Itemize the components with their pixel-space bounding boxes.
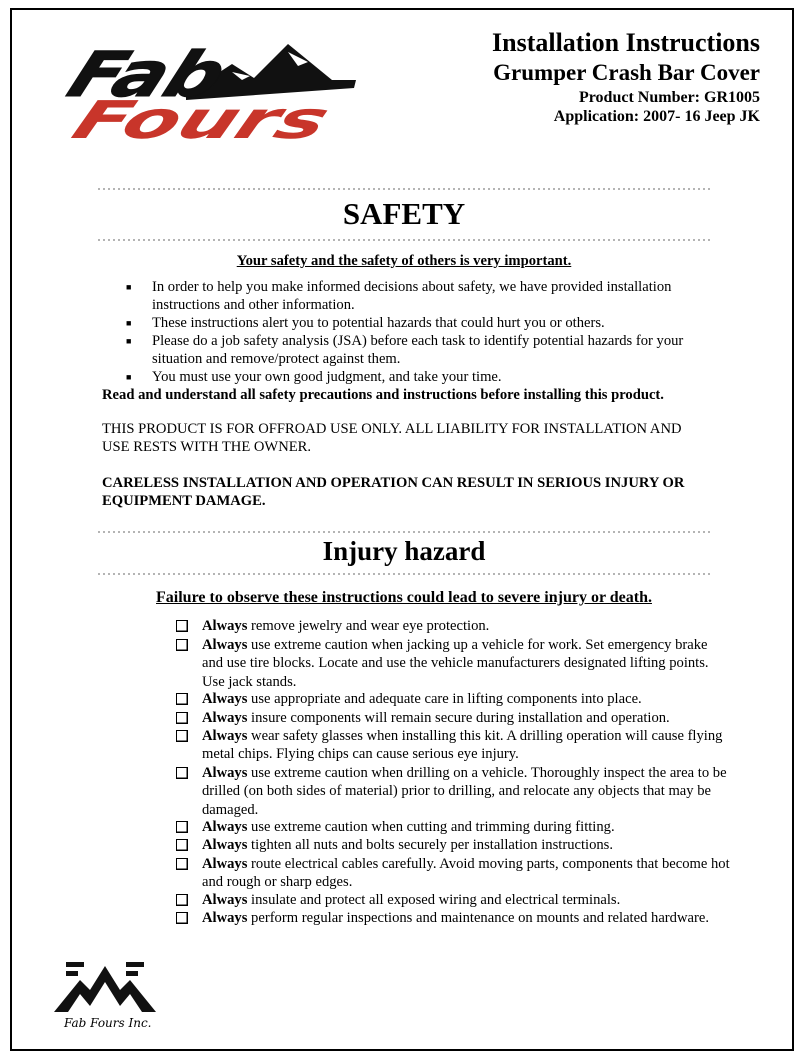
list-item: Always insulate and protect all exposed wiring and electrical terminals. — [176, 891, 736, 909]
bullet-square-icon: ■ — [126, 336, 132, 346]
list-item: Always use extreme caution when jacking up a vehicle for work. Set emergency brake and use tire blocks. Locate and use the vehicle manufacturers designated lifting points. Use jack stands. — [176, 636, 736, 692]
checkbox-icon — [176, 821, 188, 833]
bullet-square-icon: ■ — [126, 372, 132, 382]
footer-company: Fab Fours Inc. — [64, 1016, 152, 1030]
list-item: Always use appropriate and adequate care in lifting components into place. — [176, 690, 736, 708]
list-item: Always use extreme caution when cutting and trimming during fitting. — [176, 818, 736, 836]
fab-fours-logo — [36, 22, 366, 150]
list-item: Always perform regular inspections and maintenance on mounts and related hardware. — [176, 909, 736, 946]
checkbox-icon — [176, 639, 188, 651]
application: Application: 2007- 16 Jeep JK — [553, 108, 760, 125]
product-name: Grumper Crash Bar Cover — [493, 60, 760, 85]
list-item: Always wear safety glasses when installing this kit. A drilling operation will cause flying metal chips. Flying chips can cause serious eye injury. — [176, 727, 736, 764]
bullet-square-icon: ■ — [126, 282, 132, 292]
checkbox-icon — [176, 858, 188, 870]
logo-bottom-word: Fours — [64, 89, 250, 150]
list-item: Always remove jewelry and wear eye protection. — [176, 617, 736, 635]
list-item: Always tighten all nuts and bolts securely per installation instructions. — [176, 836, 736, 854]
footer-mountain-icon — [50, 960, 160, 1014]
doc-title: Installation Instructions — [492, 28, 760, 57]
list-item: ■ You must use your own good judgment, and take your time. — [126, 369, 502, 385]
list-item: Always route electrical cables carefully. Avoid moving parts, components that become hot and rough or sharp edges. — [176, 855, 736, 892]
list-item: Always insure components will remain secure during installation and operation. — [176, 709, 736, 727]
divider-dotted — [98, 237, 710, 243]
list-item: Always use extreme caution when drilling on a vehicle. Thoroughly inspect the area to be drilled (on both sides of material) prior to drilling, and relocate any objects that may be damaged. — [176, 764, 736, 820]
injury-heading: Injury hazard — [322, 536, 486, 566]
list-item: ■ These instructions alert you to potential hazards that could hurt you or others. — [126, 315, 605, 331]
divider-dotted — [98, 529, 710, 535]
checkbox-icon — [176, 839, 188, 851]
injury-subheading: Failure to observe these instructions could lead to severe injury or death. — [156, 589, 652, 606]
read-note: Read and understand all safety precautions and instructions before installing this product. — [102, 387, 664, 403]
checkbox-icon — [176, 712, 188, 724]
product-number: Product Number: GR1005 — [578, 89, 760, 106]
checkbox-icon — [176, 894, 188, 906]
list-item: ■ In order to help you make informed decisions about safety, we have provided installation instructions and other information. — [126, 279, 672, 313]
safety-heading: SAFETY — [342, 196, 466, 231]
footer-logo — [50, 960, 160, 1036]
safety-subheading: Your safety and the safety of others is very important. — [236, 253, 572, 269]
checkbox-icon — [176, 620, 188, 632]
bullet-square-icon: ■ — [126, 318, 132, 328]
divider-dotted — [98, 186, 710, 192]
checkbox-icon — [176, 693, 188, 705]
checkbox-icon — [176, 730, 188, 742]
checkbox-icon — [176, 912, 188, 924]
careless-note: CARELESS INSTALLATION AND OPERATION CAN RESULT IN SERIOUS INJURY OR EQUIPMENT DAMAGE. — [102, 475, 685, 509]
list-item: ■ Please do a job safety analysis (JSA) before each task to identify potential hazards for your situation and remove/protect against them. — [126, 333, 684, 367]
offroad-note: THIS PRODUCT IS FOR OFFROAD USE ONLY. ALL LIABILITY FOR INSTALLATION AND USE RESTS WITH THE OWNER. — [102, 421, 682, 455]
checkbox-icon — [176, 767, 188, 779]
divider-dotted — [98, 571, 710, 577]
logo-top-word: Fab — [57, 39, 209, 112]
